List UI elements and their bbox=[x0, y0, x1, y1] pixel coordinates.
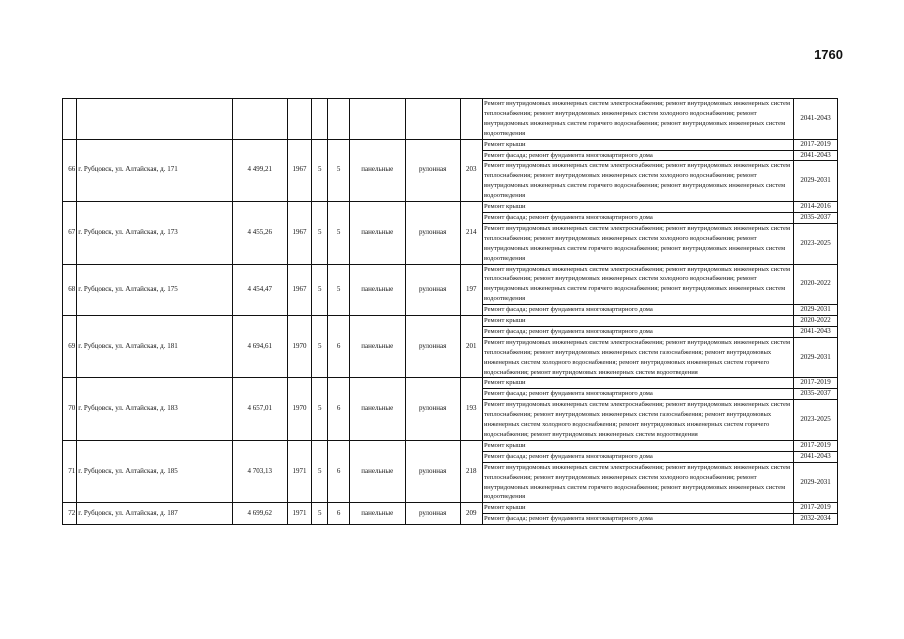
roof-type-cell: рулонная bbox=[405, 440, 460, 502]
floors-cell: 5 bbox=[312, 503, 328, 525]
wall-material-cell: панельные bbox=[349, 440, 405, 502]
work-type-cell: Ремонт внутридомовых инженерных систем электроснабжения; ремонт внутридомовых инженерных систем теплоснабжения; ремонт внутридомовых инженерных систем холодного водоснабжения; ремонт внутридомовых инженерных систем горячего водоснабжения; ремонт внутридомовых инженерных систем водоотведения bbox=[482, 223, 793, 264]
period-cell: 2029-2031 bbox=[794, 337, 838, 378]
period-cell: 2029-2031 bbox=[794, 305, 838, 316]
area-cell bbox=[232, 99, 287, 140]
work-type-cell: Ремонт фасада; ремонт фундамента многоквартирного дома bbox=[482, 326, 793, 337]
wall-material-cell: панельные bbox=[349, 503, 405, 525]
address-cell: г. Рубцовск, ул. Алтайская, д. 187 bbox=[77, 503, 233, 525]
floors-cell: 5 bbox=[312, 316, 328, 378]
row-number: 66 bbox=[63, 139, 77, 201]
row-number: 69 bbox=[63, 316, 77, 378]
address-cell: г. Рубцовск, ул. Алтайская, д. 171 bbox=[77, 139, 233, 201]
floors-cell bbox=[312, 99, 328, 140]
work-type-cell: Ремонт внутридомовых инженерных систем электроснабжения; ремонт внутридомовых инженерных систем теплоснабжения; ремонт внутридомовых инженерных систем холодного водоснабжения; ремонт внутридомовых инженерных систем горячего водоснабжения; ремонт внутридомовых инженерных систем водоотведения bbox=[482, 161, 793, 202]
period-cell: 2017-2019 bbox=[794, 378, 838, 389]
period-cell: 2014-2016 bbox=[794, 202, 838, 213]
area-cell: 4 455,26 bbox=[232, 202, 287, 264]
work-type-cell: Ремонт внутридомовых инженерных систем электроснабжения; ремонт внутридомовых инженерных систем теплоснабжения; ремонт внутридомовых инженерных систем газоснабжения; ремонт внутридомовых инженерных систем холодного водоснабжения; ремонт внутридомовых инженерных систем горячего водоснабжения; ремонт внутридомовых инженерных систем водоотведения bbox=[482, 337, 793, 378]
work-type-cell: Ремонт фасада; ремонт фундамента многоквартирного дома bbox=[482, 150, 793, 161]
work-type-cell: Ремонт крыши bbox=[482, 378, 793, 389]
year-cell bbox=[287, 99, 311, 140]
year-cell: 1970 bbox=[287, 378, 311, 440]
residents-count-cell: 203 bbox=[460, 139, 482, 201]
residents-count-cell: 218 bbox=[460, 440, 482, 502]
table-row bbox=[63, 503, 838, 514]
address-cell: г. Рубцовск, ул. Алтайская, д. 175 bbox=[77, 264, 233, 316]
work-type-cell: Ремонт внутридомовых инженерных систем электроснабжения; ремонт внутридомовых инженерных систем теплоснабжения; ремонт внутридомовых инженерных систем газоснабжения; ремонт внутридомовых инженерных систем холодного водоснабжения; ремонт внутридомовых инженерных систем горячего водоснабжения; ремонт внутридомовых инженерных систем водоотведения bbox=[482, 400, 793, 441]
residents-count-cell: 209 bbox=[460, 503, 482, 525]
residents-count-cell: 201 bbox=[460, 316, 482, 378]
period-cell: 2017-2019 bbox=[794, 440, 838, 451]
period-cell: 2035-2037 bbox=[794, 389, 838, 400]
year-cell: 1970 bbox=[287, 316, 311, 378]
area-cell: 4 657,01 bbox=[232, 378, 287, 440]
area-cell: 4 694,61 bbox=[232, 316, 287, 378]
year-cell: 1971 bbox=[287, 503, 311, 525]
roof-type-cell: рулонная bbox=[405, 378, 460, 440]
floors-max-cell: 6 bbox=[328, 316, 349, 378]
work-type-cell: Ремонт внутридомовых инженерных систем электроснабжения; ремонт внутридомовых инженерных систем теплоснабжения; ремонт внутридомовых инженерных систем холодного водоснабжения; ремонт внутридомовых инженерных систем горячего водоснабжения; ремонт внутридомовых инженерных систем водоотведения bbox=[482, 264, 793, 305]
address-cell: г. Рубцовск, ул. Алтайская, д. 173 bbox=[77, 202, 233, 264]
row-number: 70 bbox=[63, 378, 77, 440]
page-number: 1760 bbox=[814, 47, 843, 62]
row-number: 71 bbox=[63, 440, 77, 502]
work-type-cell: Ремонт крыши bbox=[482, 503, 793, 514]
roof-type-cell: рулонная bbox=[405, 139, 460, 201]
period-cell: 2020-2022 bbox=[794, 264, 838, 305]
floors-max-cell: 5 bbox=[328, 202, 349, 264]
year-cell: 1967 bbox=[287, 139, 311, 201]
residents-count-cell: 193 bbox=[460, 378, 482, 440]
work-type-cell: Ремонт крыши bbox=[482, 202, 793, 213]
row-number bbox=[63, 99, 77, 140]
housing-repair-schedule-table bbox=[62, 98, 838, 525]
address-cell: г. Рубцовск, ул. Алтайская, д. 183 bbox=[77, 378, 233, 440]
floors-cell: 5 bbox=[312, 202, 328, 264]
period-cell: 2023-2025 bbox=[794, 223, 838, 264]
period-cell: 2041-2043 bbox=[794, 451, 838, 462]
floors-max-cell: 5 bbox=[328, 264, 349, 316]
period-cell: 2041-2043 bbox=[794, 150, 838, 161]
period-cell: 2041-2043 bbox=[794, 326, 838, 337]
floors-cell: 5 bbox=[312, 264, 328, 316]
row-number: 67 bbox=[63, 202, 77, 264]
work-type-cell: Ремонт фасада; ремонт фундамента многоквартирного дома bbox=[482, 389, 793, 400]
wall-material-cell: панельные bbox=[349, 378, 405, 440]
table-row bbox=[63, 440, 838, 451]
table-row bbox=[63, 99, 838, 140]
residents-count-cell: 197 bbox=[460, 264, 482, 316]
work-type-cell: Ремонт фасада; ремонт фундамента многоквартирного дома bbox=[482, 451, 793, 462]
period-cell: 2020-2022 bbox=[794, 316, 838, 327]
floors-cell: 5 bbox=[312, 378, 328, 440]
wall-material-cell: панельные bbox=[349, 202, 405, 264]
floors-max-cell: 5 bbox=[328, 139, 349, 201]
floors-max-cell: 6 bbox=[328, 378, 349, 440]
roof-type-cell: рулонная bbox=[405, 202, 460, 264]
area-cell: 4 699,62 bbox=[232, 503, 287, 525]
roof-type-cell: рулонная bbox=[405, 264, 460, 316]
period-cell: 2017-2019 bbox=[794, 503, 838, 514]
work-type-cell: Ремонт фасада; ремонт фундамента многоквартирного дома bbox=[482, 212, 793, 223]
period-cell: 2035-2037 bbox=[794, 212, 838, 223]
address-cell bbox=[77, 99, 233, 140]
period-cell: 2029-2031 bbox=[794, 161, 838, 202]
table-row bbox=[63, 202, 838, 213]
work-type-cell: Ремонт крыши bbox=[482, 316, 793, 327]
work-type-cell: Ремонт крыши bbox=[482, 440, 793, 451]
year-cell: 1967 bbox=[287, 264, 311, 316]
period-cell: 2017-2019 bbox=[794, 139, 838, 150]
work-type-cell: Ремонт внутридомовых инженерных систем электроснабжения; ремонт внутридомовых инженерных систем теплоснабжения; ремонт внутридомовых инженерных систем холодного водоснабжения; ремонт внутридомовых инженерных систем горячего водоснабжения; ремонт внутридомовых инженерных систем водоотведения bbox=[482, 462, 793, 503]
work-type-cell: Ремонт крыши bbox=[482, 139, 793, 150]
roof-type-cell: рулонная bbox=[405, 503, 460, 525]
table-row bbox=[63, 139, 838, 150]
wall-material-cell: панельные bbox=[349, 264, 405, 316]
wall-material-cell: панельные bbox=[349, 316, 405, 378]
address-cell: г. Рубцовск, ул. Алтайская, д. 185 bbox=[77, 440, 233, 502]
address-cell: г. Рубцовск, ул. Алтайская, д. 181 bbox=[77, 316, 233, 378]
period-cell: 2032-2034 bbox=[794, 514, 838, 525]
year-cell: 1967 bbox=[287, 202, 311, 264]
floors-cell: 5 bbox=[312, 440, 328, 502]
period-cell: 2029-2031 bbox=[794, 462, 838, 503]
area-cell: 4 703,13 bbox=[232, 440, 287, 502]
table-row bbox=[63, 378, 838, 389]
row-number: 72 bbox=[63, 503, 77, 525]
floors-max-cell: 6 bbox=[328, 503, 349, 525]
table-row bbox=[63, 316, 838, 327]
work-type-cell: Ремонт фасада; ремонт фундамента многоквартирного дома bbox=[482, 305, 793, 316]
area-cell: 4 454,47 bbox=[232, 264, 287, 316]
year-cell: 1971 bbox=[287, 440, 311, 502]
floors-max-cell: 6 bbox=[328, 440, 349, 502]
roof-type-cell: рулонная bbox=[405, 316, 460, 378]
work-type-cell: Ремонт фасада; ремонт фундамента многоквартирного дома bbox=[482, 514, 793, 525]
work-type-cell: Ремонт внутридомовых инженерных систем электроснабжения; ремонт внутридомовых инженерных систем теплоснабжения; ремонт внутридомовых инженерных систем холодного водоснабжения; ремонт внутридомовых инженерных систем горячего водоснабжения; ремонт внутридомовых инженерных систем водоотведения bbox=[482, 99, 793, 140]
residents-count-cell: 214 bbox=[460, 202, 482, 264]
residents-count-cell bbox=[460, 99, 482, 140]
floors-cell: 5 bbox=[312, 139, 328, 201]
table-row bbox=[63, 264, 838, 305]
wall-material-cell: панельные bbox=[349, 139, 405, 201]
area-cell: 4 499,21 bbox=[232, 139, 287, 201]
period-cell: 2041-2043 bbox=[794, 99, 838, 140]
floors-max-cell bbox=[328, 99, 349, 140]
roof-type-cell bbox=[405, 99, 460, 140]
row-number: 68 bbox=[63, 264, 77, 316]
wall-material-cell bbox=[349, 99, 405, 140]
period-cell: 2023-2025 bbox=[794, 400, 838, 441]
